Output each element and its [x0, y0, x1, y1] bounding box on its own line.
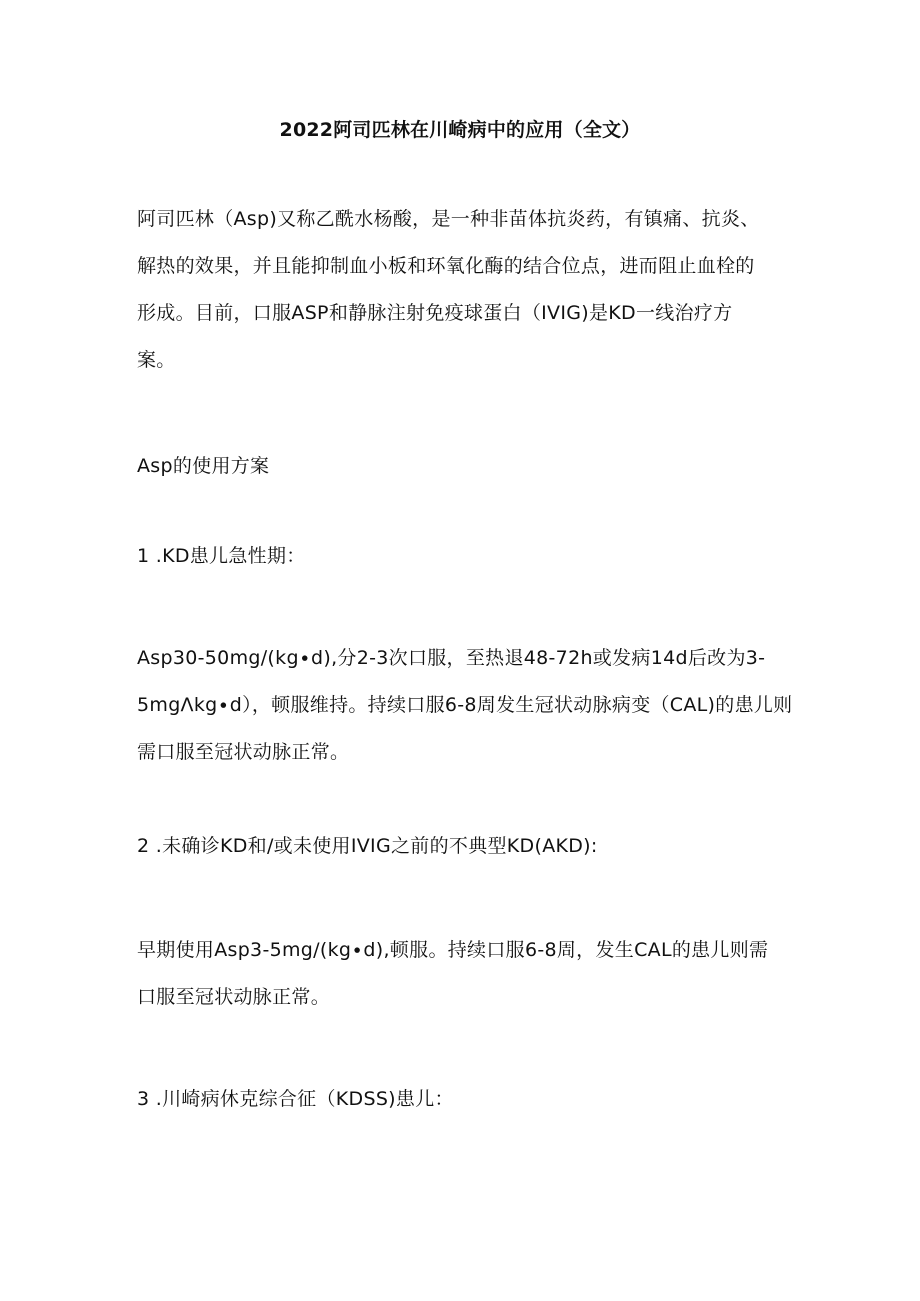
item-1-heading: 1 .KD患儿急性期： — [137, 545, 306, 567]
intro-line: 案。 — [137, 349, 176, 371]
item-3-heading: 3 .川崎病休克综合征（KDSS)患儿： — [137, 1088, 454, 1110]
document-title: 2022阿司匹林在川崎病中的应用（全文） — [279, 119, 641, 141]
intro-line: 形成。目前，口服ASP和静脉注射免疫球蛋白（IVIG)是KD一线治疗方 — [137, 302, 733, 324]
item-1-paragraph — [137, 635, 792, 776]
item-2-line: 早期使用Asp3-5mg/(kg∙d),顿服。持续口服6-8周，发生CAL的患儿则需 — [137, 939, 769, 961]
intro-line: 解热的效果，并且能抑制血小板和环氧化酶的结合位点，进而阻止血栓的 — [137, 255, 755, 277]
item-2-heading: 2 .未确诊KD和/或未使用IVIG之前的不典型KD(AKD): — [137, 835, 598, 857]
item-2-paragraph — [137, 927, 792, 1021]
item-1-line: 5mgΛkg∙d），顿服维持。持续口服6-8周发生冠状动脉病变（CAL)的患儿则 — [137, 694, 793, 716]
intro-line: 阿司匹林（Asp)又称乙酰水杨酸，是一种非苗体抗炎药，有镇痛、抗炎、 — [137, 208, 760, 230]
intro-paragraph — [137, 196, 792, 384]
item-1-line: 需口服至冠状动脉正常。 — [137, 741, 350, 763]
item-2-line: 口服至冠状动脉正常。 — [137, 986, 331, 1008]
item-1-line: Asp30-50mg∕(kg∙d),分2-3次口服，至热退48-72h或发病14d后改为3- — [137, 647, 766, 669]
section-heading: Asp的使用方案 — [137, 455, 270, 477]
